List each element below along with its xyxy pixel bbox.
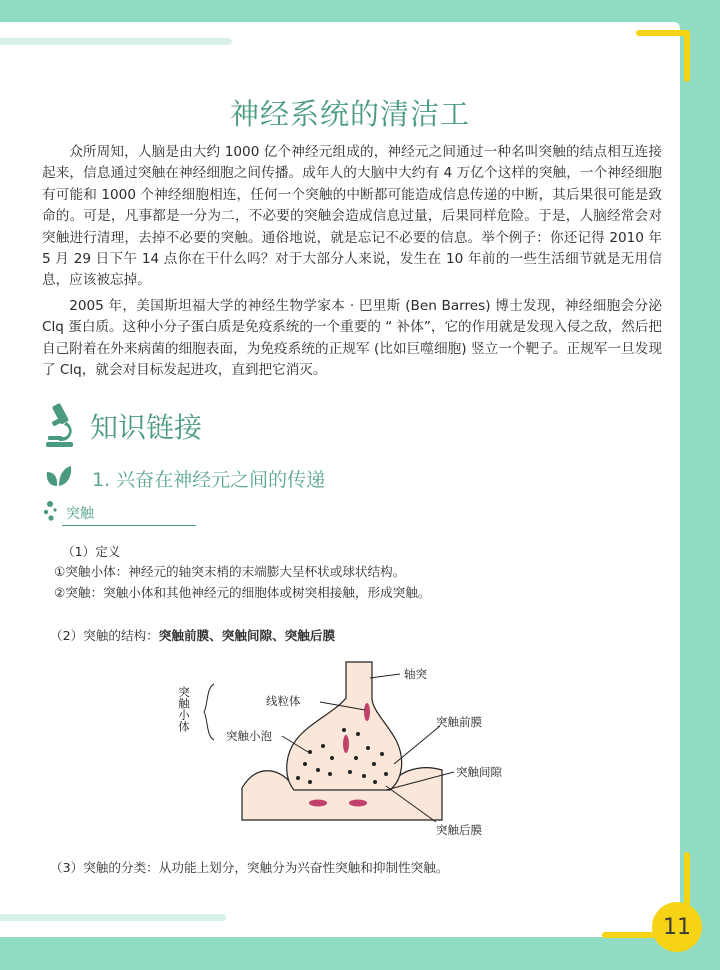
- classification-line: （3）突触的分类：从功能上划分，突触分为兴奋性突触和抑制性突触。: [50, 860, 449, 875]
- vesicle-label: 突触小泡: [226, 729, 272, 743]
- microscope-icon: [42, 402, 76, 450]
- mitochondrion: [309, 800, 327, 807]
- postsynaptic-label: 突触后膜: [436, 823, 482, 837]
- knowledge-link-title: 知识链接: [90, 411, 203, 444]
- page-number: 11: [652, 902, 702, 952]
- decorative-line: [0, 914, 226, 921]
- section-heading: 1. 兴奋在神经元之间的传递: [92, 469, 326, 491]
- subsection-title: 突触: [66, 506, 94, 522]
- mitochondrion: [349, 800, 367, 807]
- mitochondrion: [343, 735, 349, 753]
- corner-bracket: [684, 30, 690, 82]
- subsection-underline: [62, 525, 196, 526]
- page-title: 神经系统的清洁工: [229, 97, 470, 131]
- mitochondrion-label: 线粒体: [266, 694, 301, 708]
- definition-heading: （1）定义: [62, 544, 121, 559]
- corner-bracket: [636, 30, 690, 36]
- presynaptic-terminal: [287, 662, 402, 790]
- definition-item: ②突触：突触小体和其他神经元的细胞体或树突相接触，形成突触。: [54, 585, 431, 600]
- mitochondrion: [364, 703, 370, 721]
- structure-prefix: （2）突触的结构：: [50, 628, 159, 643]
- synapse-diagram: [160, 660, 560, 845]
- structure-line: [50, 625, 335, 644]
- terminal-label: 突触小体: [177, 686, 191, 732]
- decorative-line: [0, 38, 232, 45]
- definition-item: ①突触小体：神经元的轴突末梢的末端膨大呈杯状或球状结构。: [54, 564, 406, 579]
- paragraph-2: 2005 年，美国斯坦福大学的神经生物学家本 · 巴里斯 (Ben Barres) 博士发现，神经细胞会分泌 Clq 蛋白质。这种小分子蛋白质是免疫系统的一个重要的 “ 补体”，它的作用就是发现入侵之敌，然后把自己附着在外来病菌的细胞表面，为免疫系统的正规军 (比如巨噬细胞) 竖立一个靶子。正规军一旦发现了 Clq，就会对目标发起进攻，直到把它消灭。: [42, 298, 662, 379]
- structure-parts: 突触前膜、突触间隙、突触后膜: [158, 628, 336, 643]
- dots-icon: [42, 499, 64, 525]
- presynaptic-label: 突触前膜: [436, 715, 482, 729]
- axon-label: 轴突: [404, 667, 427, 681]
- paragraph-1: 众所周知，人脑是由大约 1000 亿个神经元组成的，神经元之间通过一种名叫突触的结点相互连接起来，信息通过突触在神经细胞之间传播。成年人的大脑中大约有 4 万亿个这样的突触，一个神经细胞有可能和 1000 个神经细胞相连，任何一个突触的中断都可能造成信息传递的中断，其后果很可能是致命的。可是，凡事都是一分为二，不必要的突触会造成信息过量，后果同样危险。于是，人脑经常会对突触进行清理，去掉不必要的突触。通俗地说，就是忘记不必要的信息。举个例子：你还记得 2010 年 5 月 29 日下午 14 点你在干什么吗？对于大部分人来说，发生在 10 年前的一些生活细节就是无用信息，应该被忘掉。: [42, 144, 662, 289]
- cleft-label: 突触间隙: [456, 765, 502, 779]
- leaf-icon: [44, 464, 72, 488]
